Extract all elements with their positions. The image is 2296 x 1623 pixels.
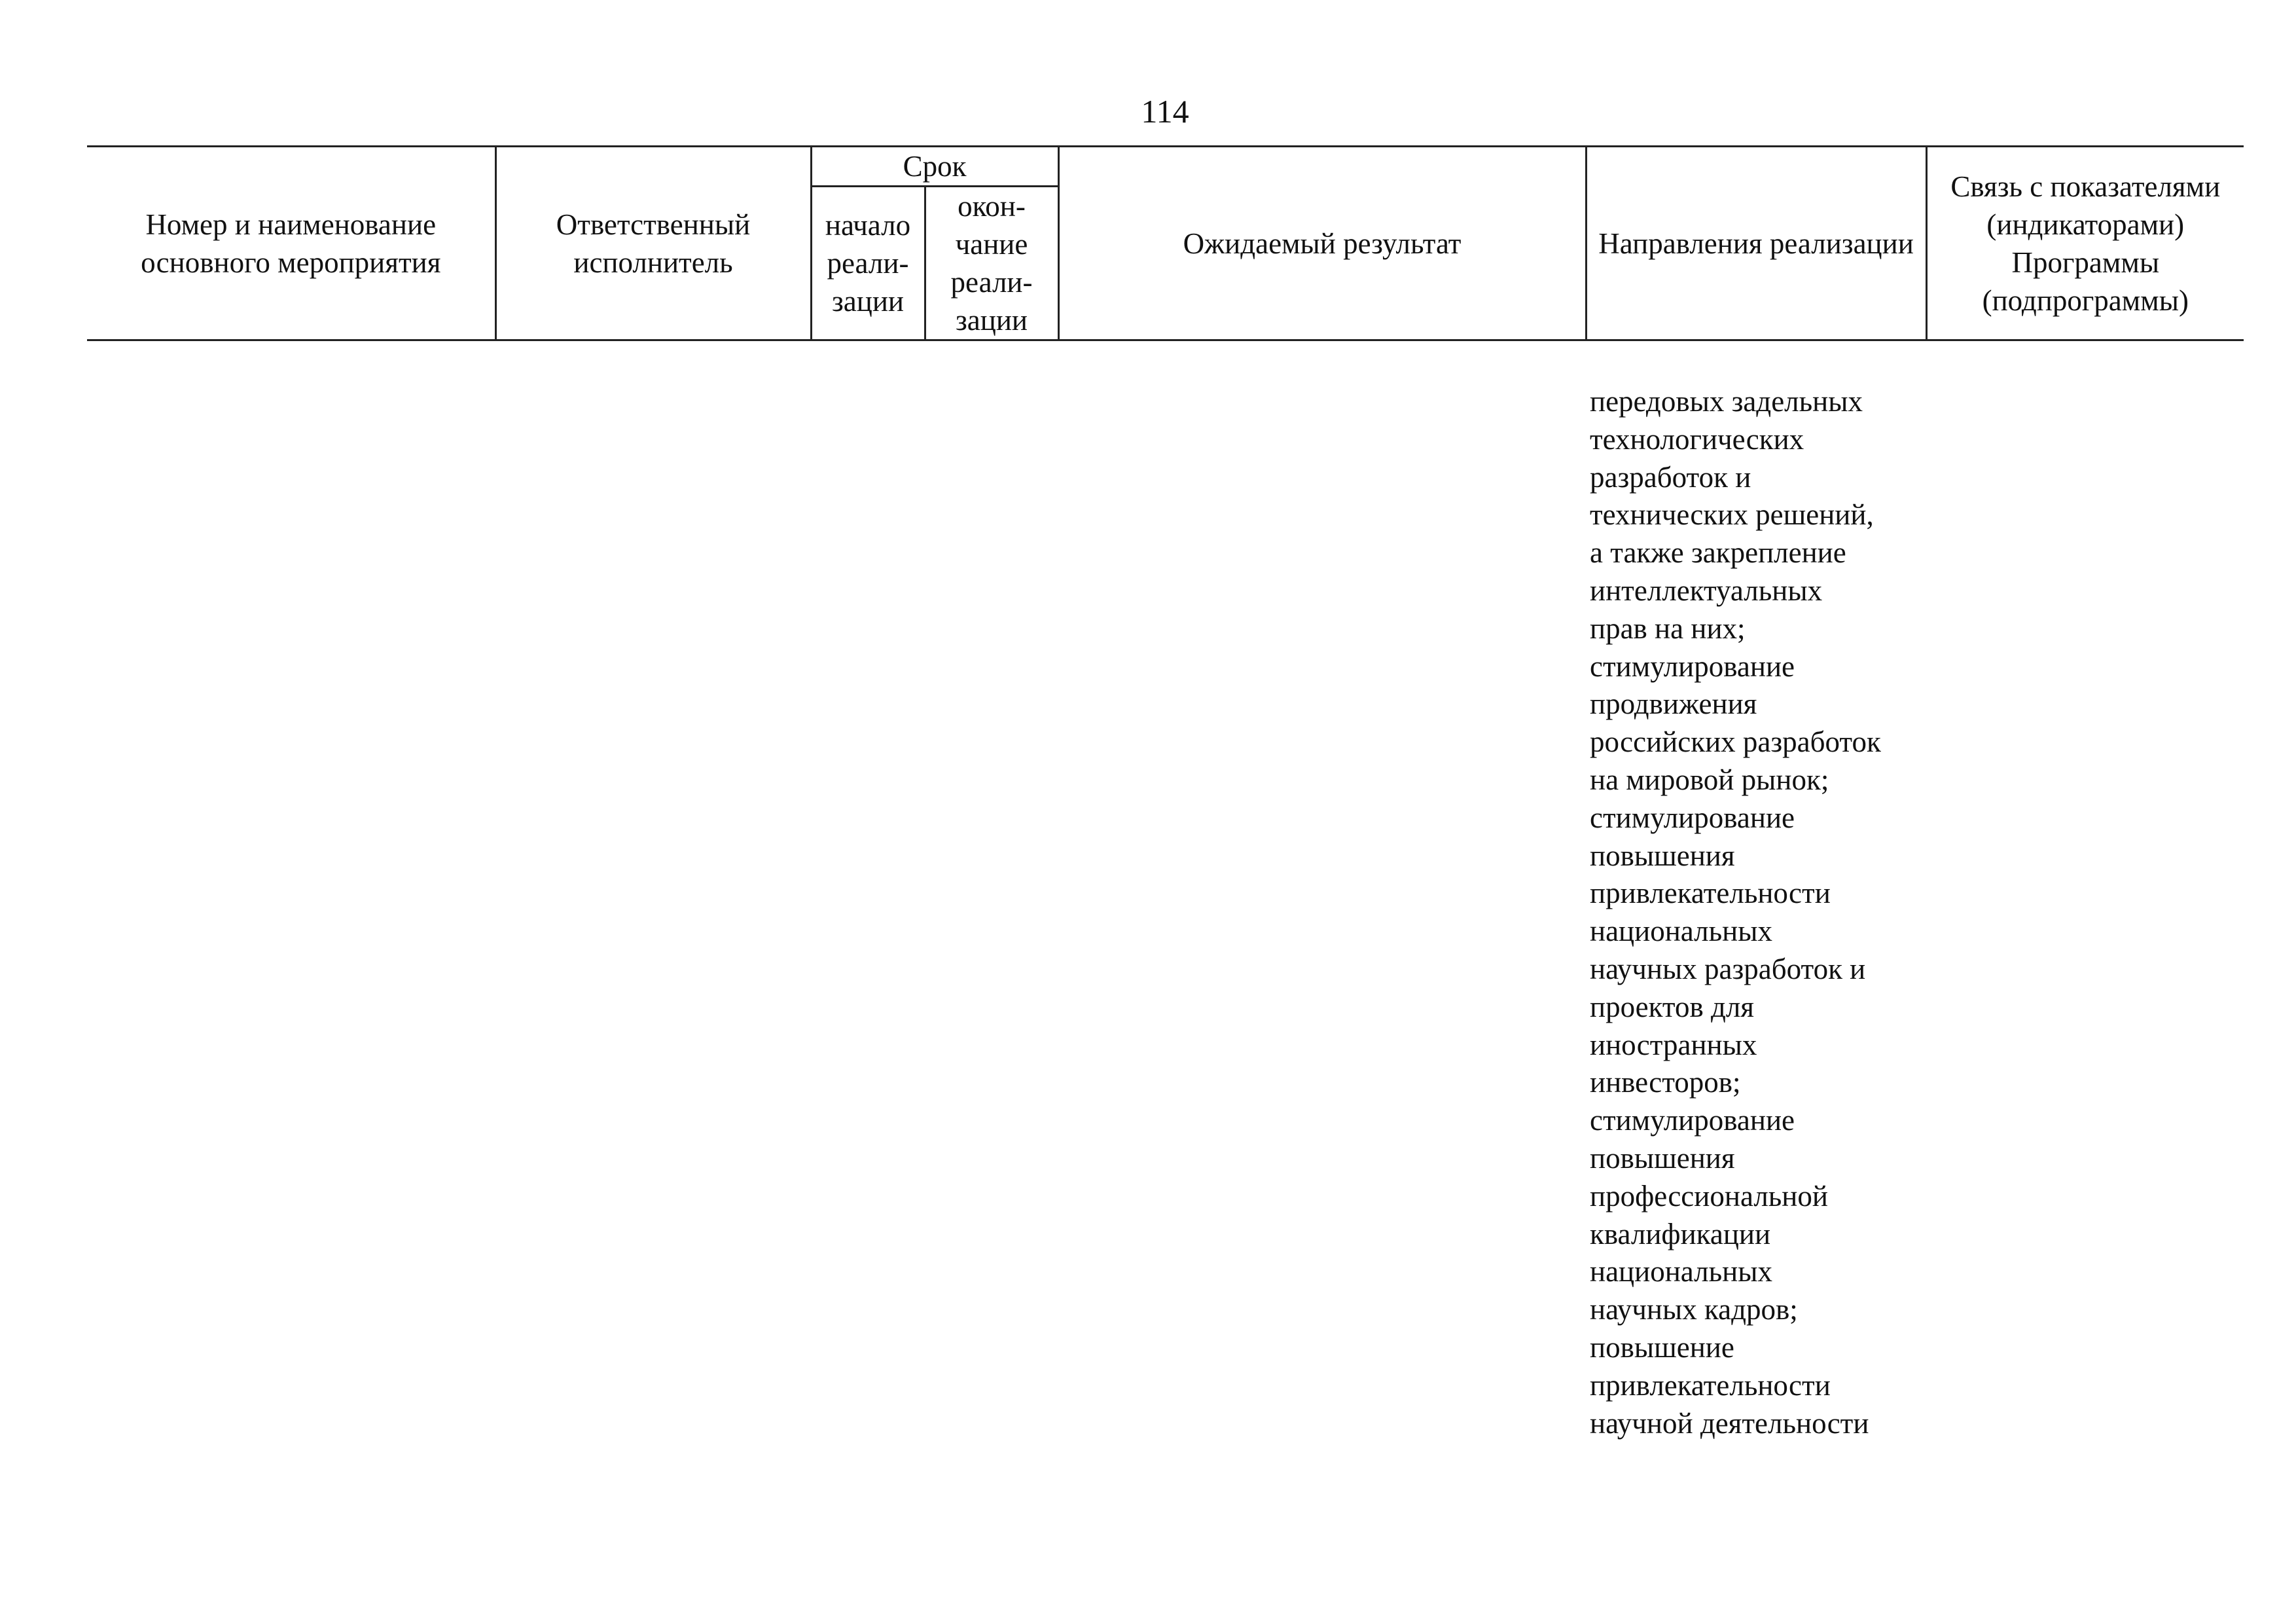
header-term-end: окон-чание реали-зации [925, 187, 1058, 340]
header-directions: Направления реализации [1586, 147, 1926, 340]
header-responsible: Ответственный исполнитель [495, 147, 811, 340]
page-number: 114 [1141, 93, 1189, 130]
header-event-name: Номер и наименование основного мероприятия [87, 147, 495, 340]
header-term-start: начало реали-зации [811, 187, 925, 340]
table-header [87, 145, 2244, 341]
header-indicators-link: Связь с показателями (индикаторами) Программы (подпрограммы) [1926, 147, 2244, 340]
header-term: Срок [811, 147, 1058, 187]
directions-continuation-text: передовых задельных технологических разработок и технических решений, а также закрепление интеллектуальных прав на них; стимулирование продвижения российских разработок на мировой рынок; стимулирование повышения привлекательности национальных научных разработок и проектов для иностранных инвесторов; стимулирование повышения профессиональной квалификации национальных научных кадров; повышение привлекательности научной деятельности [1590, 385, 1881, 1440]
header-expected-result: Ожидаемый результат [1058, 147, 1586, 340]
